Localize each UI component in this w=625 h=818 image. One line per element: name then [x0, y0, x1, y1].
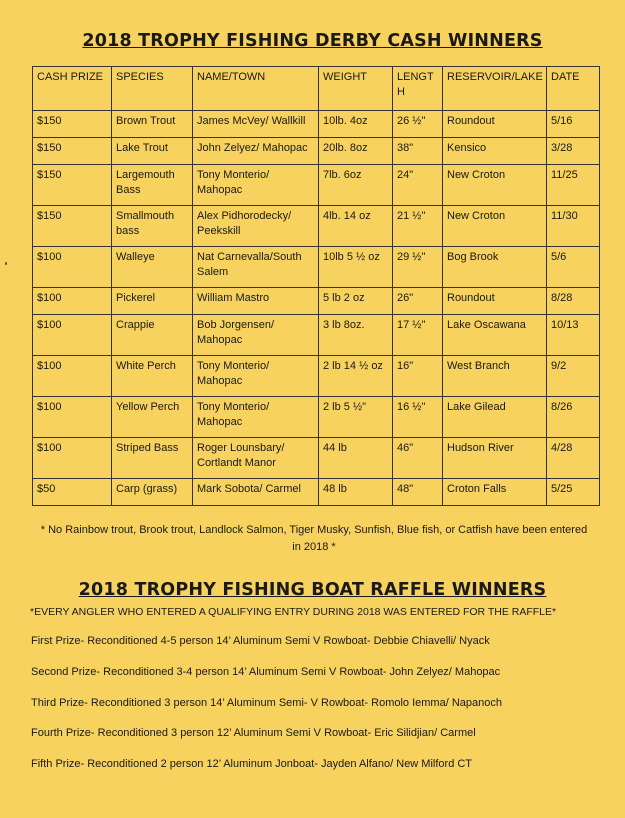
- cell-name-town: John Zelyez/ Mahopac: [193, 138, 319, 165]
- scan-speck: [5, 262, 7, 265]
- cell-cash-prize: $100: [33, 247, 112, 288]
- raffle-eligibility-note: *EVERY ANGLER WHO ENTERED A QUALIFYING ENTRY DURING 2018 WAS ENTERED FOR THE RAFFLE*: [30, 606, 557, 618]
- header-reservoir-lake: RESERVOIR/LAKE: [443, 67, 547, 111]
- cell-date: 5/16: [547, 111, 600, 138]
- cell-weight: 48 lb: [319, 479, 393, 506]
- cell-date: 9/2: [547, 356, 600, 397]
- table-row: [33, 479, 600, 506]
- table-row: [33, 206, 600, 247]
- cell-date: 11/25: [547, 165, 600, 206]
- table-body: [33, 111, 600, 506]
- cell-cash-prize: $100: [33, 356, 112, 397]
- header-length: LENGT H: [393, 67, 443, 111]
- cell-length: 48": [393, 479, 443, 506]
- cell-reservoir-lake: West Branch: [443, 356, 547, 397]
- cell-reservoir-lake: Roundout: [443, 288, 547, 315]
- fifth-prize: Fifth Prize- Reconditioned 2 person 12’ Aluminum Jonboat- Jayden Alfano/ New Milford CT: [31, 758, 473, 770]
- cell-species: Walleye: [112, 247, 193, 288]
- cell-cash-prize: $100: [33, 438, 112, 479]
- cell-species: Yellow Perch: [112, 397, 193, 438]
- cell-length: 16": [393, 356, 443, 397]
- cell-length: 21 ½": [393, 206, 443, 247]
- table-header-row: [33, 67, 600, 111]
- table-row: [33, 438, 600, 479]
- first-prize: First Prize- Reconditioned 4-5 person 14’ Aluminum Semi V Rowboat- Debbie Chiavelli/ Nyack: [31, 635, 490, 647]
- header-species: SPECIES: [112, 67, 193, 111]
- cell-length: 17 ½": [393, 315, 443, 356]
- cell-weight: 2 lb 5 ½": [319, 397, 393, 438]
- cell-cash-prize: $100: [33, 288, 112, 315]
- cell-weight: 5 lb 2 oz: [319, 288, 393, 315]
- cell-length: 46": [393, 438, 443, 479]
- cell-species: Brown Trout: [112, 111, 193, 138]
- cell-date: 11/30: [547, 206, 600, 247]
- cell-cash-prize: $150: [33, 138, 112, 165]
- raffle-winners-title: 2018 TROPHY FISHING BOAT RAFFLE WINNERS: [78, 580, 547, 600]
- table-row: [33, 397, 600, 438]
- cell-length: 16 ½": [393, 397, 443, 438]
- cash-winners-title: 2018 TROPHY FISHING DERBY CASH WINNERS: [82, 31, 543, 51]
- cell-date: 8/28: [547, 288, 600, 315]
- cell-cash-prize: $100: [33, 397, 112, 438]
- cell-date: 5/6: [547, 247, 600, 288]
- cell-date: 8/26: [547, 397, 600, 438]
- cell-reservoir-lake: New Croton: [443, 165, 547, 206]
- cell-reservoir-lake: Kensico: [443, 138, 547, 165]
- cell-name-town: Tony Monterio/ Mahopac: [193, 165, 319, 206]
- cell-name-town: James McVey/ Wallkill: [193, 111, 319, 138]
- header-cash-prize: CASH PRIZE: [33, 67, 112, 111]
- cell-species: White Perch: [112, 356, 193, 397]
- cell-name-town: Nat Carnevalla/South Salem: [193, 247, 319, 288]
- table-row: [33, 111, 600, 138]
- table-row: [33, 356, 600, 397]
- cell-name-town: Tony Monterio/ Mahopac: [193, 397, 319, 438]
- cell-weight: 10lb 5 ½ oz: [319, 247, 393, 288]
- table-row: [33, 315, 600, 356]
- cell-reservoir-lake: Hudson River: [443, 438, 547, 479]
- cash-winners-table: [32, 66, 600, 506]
- cell-weight: 20lb. 8oz: [319, 138, 393, 165]
- header-name-town: NAME/TOWN: [193, 67, 319, 111]
- cell-name-town: Tony Monterio/ Mahopac: [193, 356, 319, 397]
- cell-length: 26": [393, 288, 443, 315]
- cell-species: Lake Trout: [112, 138, 193, 165]
- cell-species: Crappie: [112, 315, 193, 356]
- cell-length: 29 ½": [393, 247, 443, 288]
- cell-weight: 4lb. 14 oz: [319, 206, 393, 247]
- cell-reservoir-lake: New Croton: [443, 206, 547, 247]
- cell-date: 10/13: [547, 315, 600, 356]
- cell-cash-prize: $150: [33, 165, 112, 206]
- cell-date: 4/28: [547, 438, 600, 479]
- cell-reservoir-lake: Lake Oscawana: [443, 315, 547, 356]
- cell-length: 26 ½": [393, 111, 443, 138]
- cell-cash-prize: $50: [33, 479, 112, 506]
- cell-name-town: Bob Jorgensen/ Mahopac: [193, 315, 319, 356]
- cell-species: Largemouth Bass: [112, 165, 193, 206]
- cell-species: Smallmouth bass: [112, 206, 193, 247]
- cell-name-town: William Mastro: [193, 288, 319, 315]
- table-row: [33, 138, 600, 165]
- header-weight: WEIGHT: [319, 67, 393, 111]
- second-prize: Second Prize- Reconditioned 3-4 person 14’ Aluminum Semi V Rowboat- John Zelyez/ Mahopac: [31, 666, 501, 678]
- third-prize: Third Prize- Reconditioned 3 person 14’ Aluminum Semi- V Rowboat- Romolo Iemma/ Napanoch: [31, 697, 502, 709]
- fourth-prize: Fourth Prize- Reconditioned 3 person 12’ Aluminum Semi V Rowboat- Eric Silidjian/ Carmel: [31, 727, 476, 739]
- cell-weight: 3 lb 8oz.: [319, 315, 393, 356]
- cell-species: Carp (grass): [112, 479, 193, 506]
- cell-species: Pickerel: [112, 288, 193, 315]
- cell-reservoir-lake: Croton Falls: [443, 479, 547, 506]
- table-row: [33, 165, 600, 206]
- cell-cash-prize: $150: [33, 111, 112, 138]
- cell-reservoir-lake: Bog Brook: [443, 247, 547, 288]
- header-date: DATE: [547, 67, 600, 111]
- cell-date: 3/28: [547, 138, 600, 165]
- table-row: [33, 247, 600, 288]
- cell-name-town: Alex Pidhorodecky/ Peekskill: [193, 206, 319, 247]
- not-entered-note: * No Rainbow trout, Brook trout, Landlock Salmon, Tiger Musky, Sunfish, Blue fish, or Catfish have been entered in 2018 *: [40, 524, 588, 553]
- cell-species: Striped Bass: [112, 438, 193, 479]
- cell-weight: 7lb. 6oz: [319, 165, 393, 206]
- cell-reservoir-lake: Roundout: [443, 111, 547, 138]
- table-row: [33, 288, 600, 315]
- cell-reservoir-lake: Lake Gilead: [443, 397, 547, 438]
- cell-date: 5/25: [547, 479, 600, 506]
- cell-weight: 10lb. 4oz: [319, 111, 393, 138]
- cell-name-town: Roger Lounsbary/ Cortlandt Manor: [193, 438, 319, 479]
- cell-weight: 44 lb: [319, 438, 393, 479]
- cell-weight: 2 lb 14 ½ oz: [319, 356, 393, 397]
- cell-length: 24": [393, 165, 443, 206]
- cell-length: 38": [393, 138, 443, 165]
- cell-name-town: Mark Sobota/ Carmel: [193, 479, 319, 506]
- cell-cash-prize: $150: [33, 206, 112, 247]
- cell-cash-prize: $100: [33, 315, 112, 356]
